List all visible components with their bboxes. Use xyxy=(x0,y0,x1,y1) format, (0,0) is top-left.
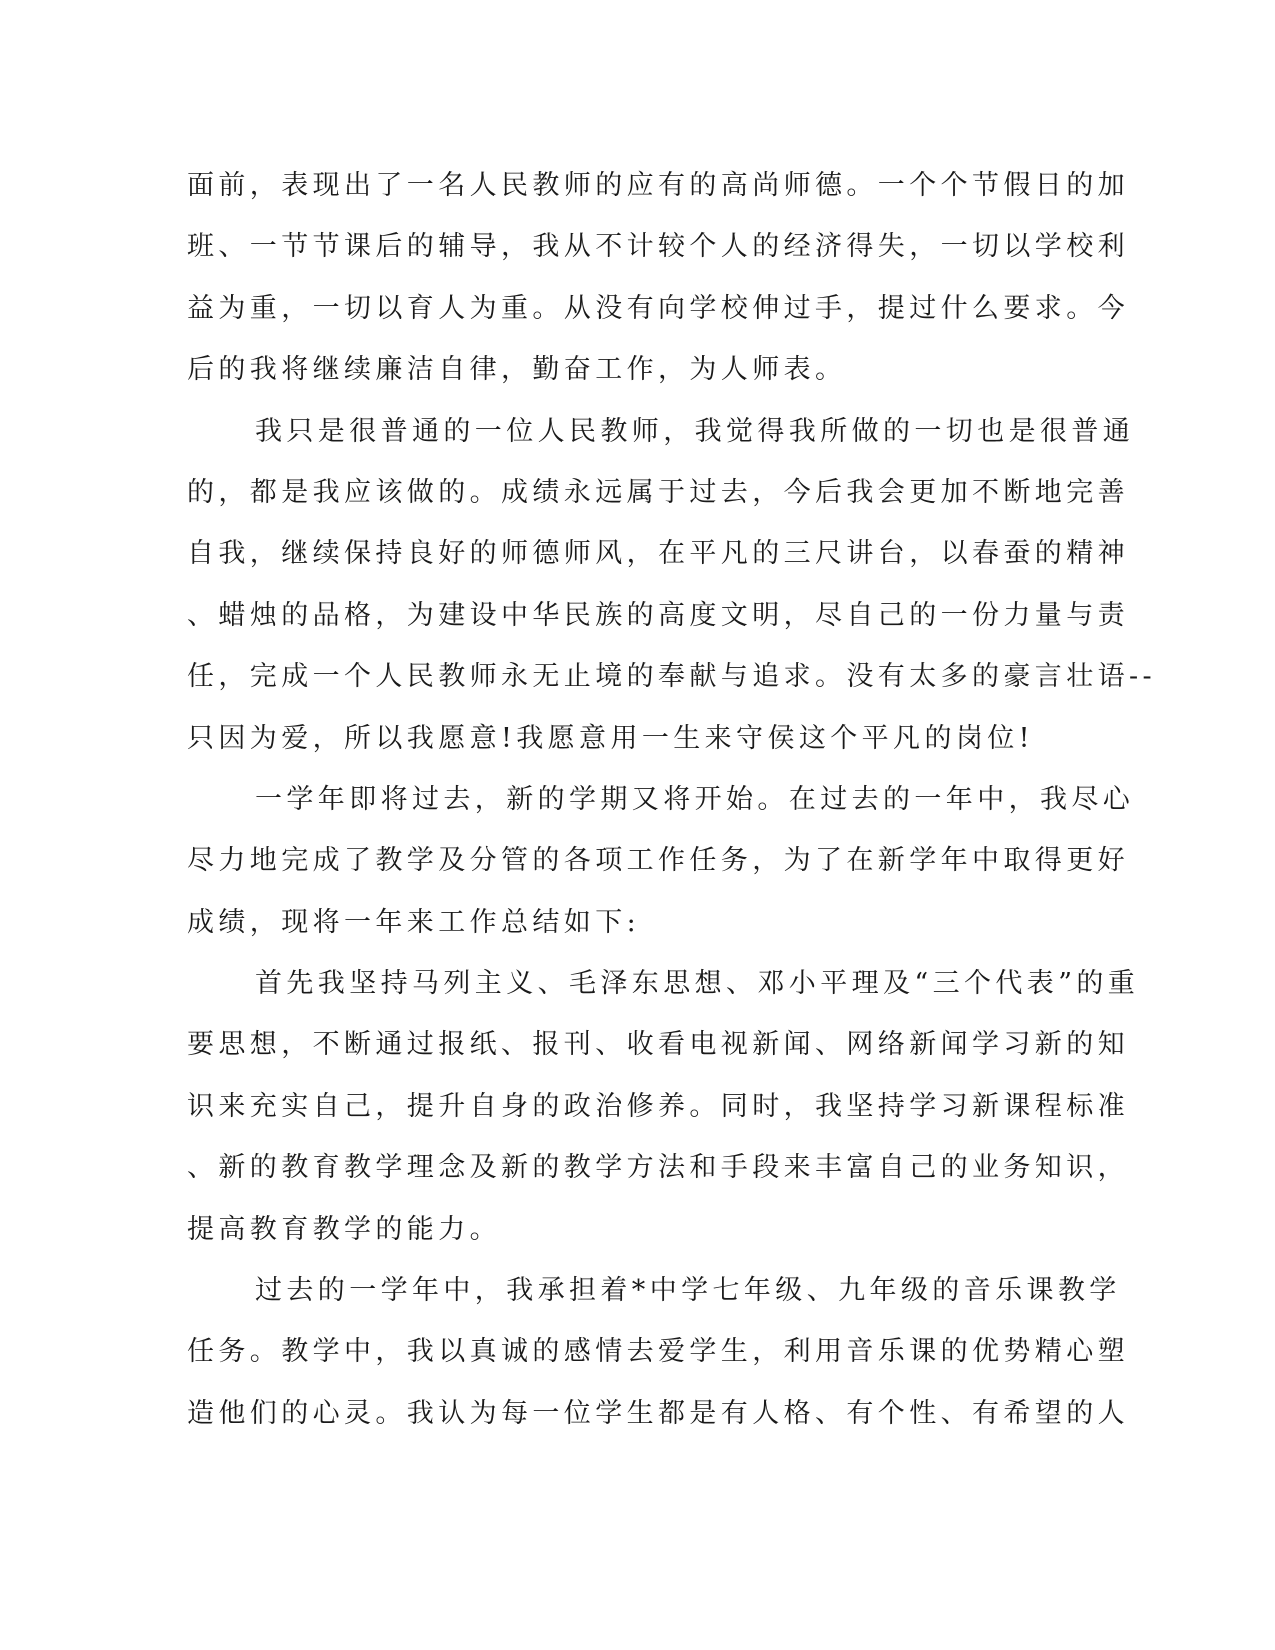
text-line: 、新的教育教学理念及新的教学方法和手段来丰富自己的业务知识， xyxy=(187,1152,1129,1184)
text-line: 自我，继续保持良好的师德师风，在平凡的三尺讲台，以春蚕的精神 xyxy=(187,538,1129,570)
text-line: 的，都是我应该做的。成绩永远属于过去，今后我会更加不断地完善 xyxy=(187,476,1129,508)
text-line: 识来充实自己，提升自身的政治修养。同时，我坚持学习新课程标准 xyxy=(187,1090,1129,1122)
text-line: 只因为爱，所以我愿意!我愿意用一生来守侯这个平凡的岗位! xyxy=(187,722,1034,754)
text-line: 面前，表现出了一名人民教师的应有的高尚师德。一个个节假日的加 xyxy=(187,170,1129,201)
text-line: 造他们的心灵。我认为每一位学生都是有人格、有个性、有希望的人 xyxy=(187,1397,1129,1429)
text-line: 首先我坚持马列主义、毛泽东思想、邓小平理及“三个代表”的重 xyxy=(255,968,1140,1000)
text-line: 任，完成一个人民教师永无止境的奉献与追求。没有太多的豪言壮语-- xyxy=(187,661,1157,693)
text-line: 要思想，不断通过报纸、报刊、收看电视新闻、网络新闻学习新的知 xyxy=(187,1029,1129,1061)
text-line: 班、一节节课后的辅导，我从不计较个人的经济得失，一切以学校利 xyxy=(187,231,1129,263)
text-line: 提高教育教学的能力。 xyxy=(187,1213,501,1245)
document-body xyxy=(187,155,1157,1444)
text-line: 过去的一学年中，我承担着*中学七年级、九年级的音乐课教学 xyxy=(255,1275,1121,1307)
text-line: 益为重，一切以育人为重。从没有向学校伸过手，提过什么要求。今 xyxy=(187,292,1129,324)
text-line: 、蜡烛的品格，为建设中华民族的高度文明，尽自己的一份力量与责 xyxy=(187,599,1129,631)
text-line: 后的我将继续廉洁自律，勤奋工作，为人师表。 xyxy=(187,354,847,386)
text-line: 我只是很普通的一位人民教师，我觉得我所做的一切也是很普通 xyxy=(255,415,1135,447)
text-line: 一学年即将过去，新的学期又将开始。在过去的一年中，我尽心 xyxy=(255,783,1135,815)
text-line: 成绩，现将一年来工作总结如下: xyxy=(187,906,641,938)
text-line: 尽力地完成了教学及分管的各项工作任务，为了在新学年中取得更好 xyxy=(187,845,1129,877)
text-line: 任务。教学中，我以真诚的感情去爱学生，利用音乐课的优势精心塑 xyxy=(187,1336,1129,1368)
